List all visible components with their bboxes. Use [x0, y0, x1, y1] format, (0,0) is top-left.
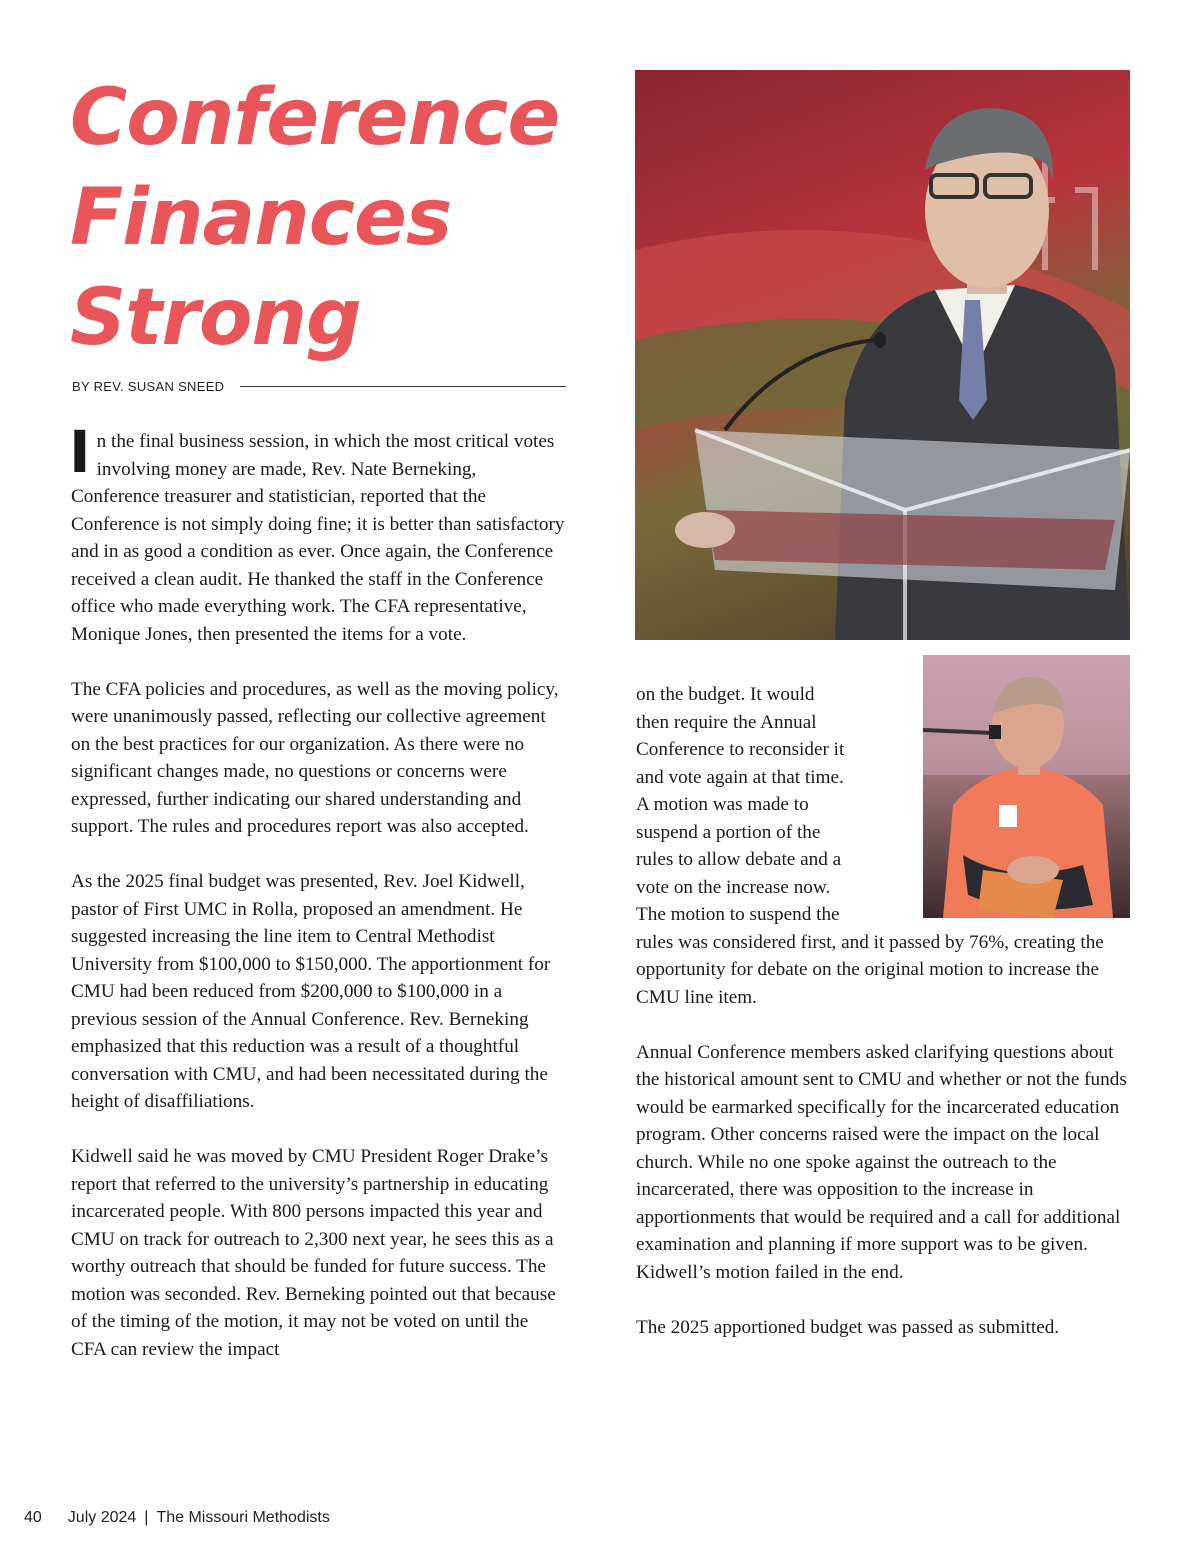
page-number: 40 [24, 1509, 42, 1526]
paragraph: Annual Conference members asked clarifying questions about the historical amount sent to CMU and whether or not the funds would be earmarked specifically for the incarcerated education program. Other concerns raised were the impact on the local church. While no one spoke against the outreach to the incarcerated, there was opposition to the increase in apportionments that would be required and a call for additional examination and planning if more support was to be given. Kidwell’s motion failed in the end. [636, 1041, 1127, 1283]
footer-separator: | [144, 1509, 149, 1526]
paragraph: on the budget. It would then require the Annual Conference to reconsider it and vote again at that time. A motion was made to suspend a portion of the rules to allow debate and a vote on the increase now. The motion to suspend the rules was considered first, and it passed by 76%, creating the opportunity for debate on the original motion to increase the CMU line item. [636, 684, 1104, 1008]
left-column [69, 418, 567, 1391]
title-line: Conference [70, 73, 560, 163]
paragraph: The CFA policies and procedures, as well as the moving policy, were unanimously passed, reflecting our collective agreement on the best practices for our organization. As there were no significant changes made, no questions or concerns were expressed, further indicating our shared understanding and support. The rules and procedures report was also accepted. [71, 678, 559, 837]
byline [72, 376, 566, 396]
photo-wrap-spacer [846, 681, 1136, 909]
title-line: Strong [70, 273, 361, 363]
article-title [70, 68, 590, 368]
right-column [636, 681, 1132, 1369]
page-footer [24, 1508, 330, 1528]
byline-text: BY REV. SUSAN SNEED [72, 378, 225, 394]
byline-rule [240, 386, 566, 387]
drop-cap: I [69, 418, 91, 486]
paragraph-text: n the final business session, in which the most critical votes involving money are made, Rev. Nate Berneking, Conference treasurer and statistician, reported that the Conference is not simply doing fine; it is better than satisfactory and in as good a condition as ever. Once again, the Conference received a clean audit. He thanked the staff in the Conference office who made everything work. The CFA representative, Monique Jones, then presented the items for a vote. [71, 431, 565, 645]
title-line: Finances [70, 173, 452, 263]
speaker-photo-illustration [635, 70, 1130, 640]
paragraph: Kidwell said he was moved by CMU President Roger Drake’s report that referred to the university’s partnership in educating incarcerated people. With 800 persons impacted this year and CMU on track for outreach to 2,300 next year, he sees this as a worthy outreach that should be funded for future success. The motion was seconded. Rev. Berneking pointed out that because of the timing of the motion, it may not be voted on until the CFA can review the impact [71, 1146, 556, 1360]
paragraph [69, 418, 567, 648]
publication-name: The Missouri Methodists [156, 1509, 330, 1526]
paragraph: As the 2025 final budget was presented, Rev. Joel Kidwell, pastor of First UMC in Rolla, proposed an amendment. He suggested increasing the line item to Central Methodist University from $100,000 to $150,000. The apportionment for CMU had been reduced from $200,000 to $100,000 in a previous session of the Annual Conference. Rev. Berneking emphasized that this reduction was a result of a thoughtful conversation with CMU, and had been necessitated during the height of disaffiliations. [71, 871, 551, 1112]
photo-speaker-at-podium [635, 70, 1130, 640]
paragraph: The 2025 apportioned budget was passed as submitted. [636, 1316, 1060, 1338]
issue-date: July 2024 [67, 1509, 137, 1526]
